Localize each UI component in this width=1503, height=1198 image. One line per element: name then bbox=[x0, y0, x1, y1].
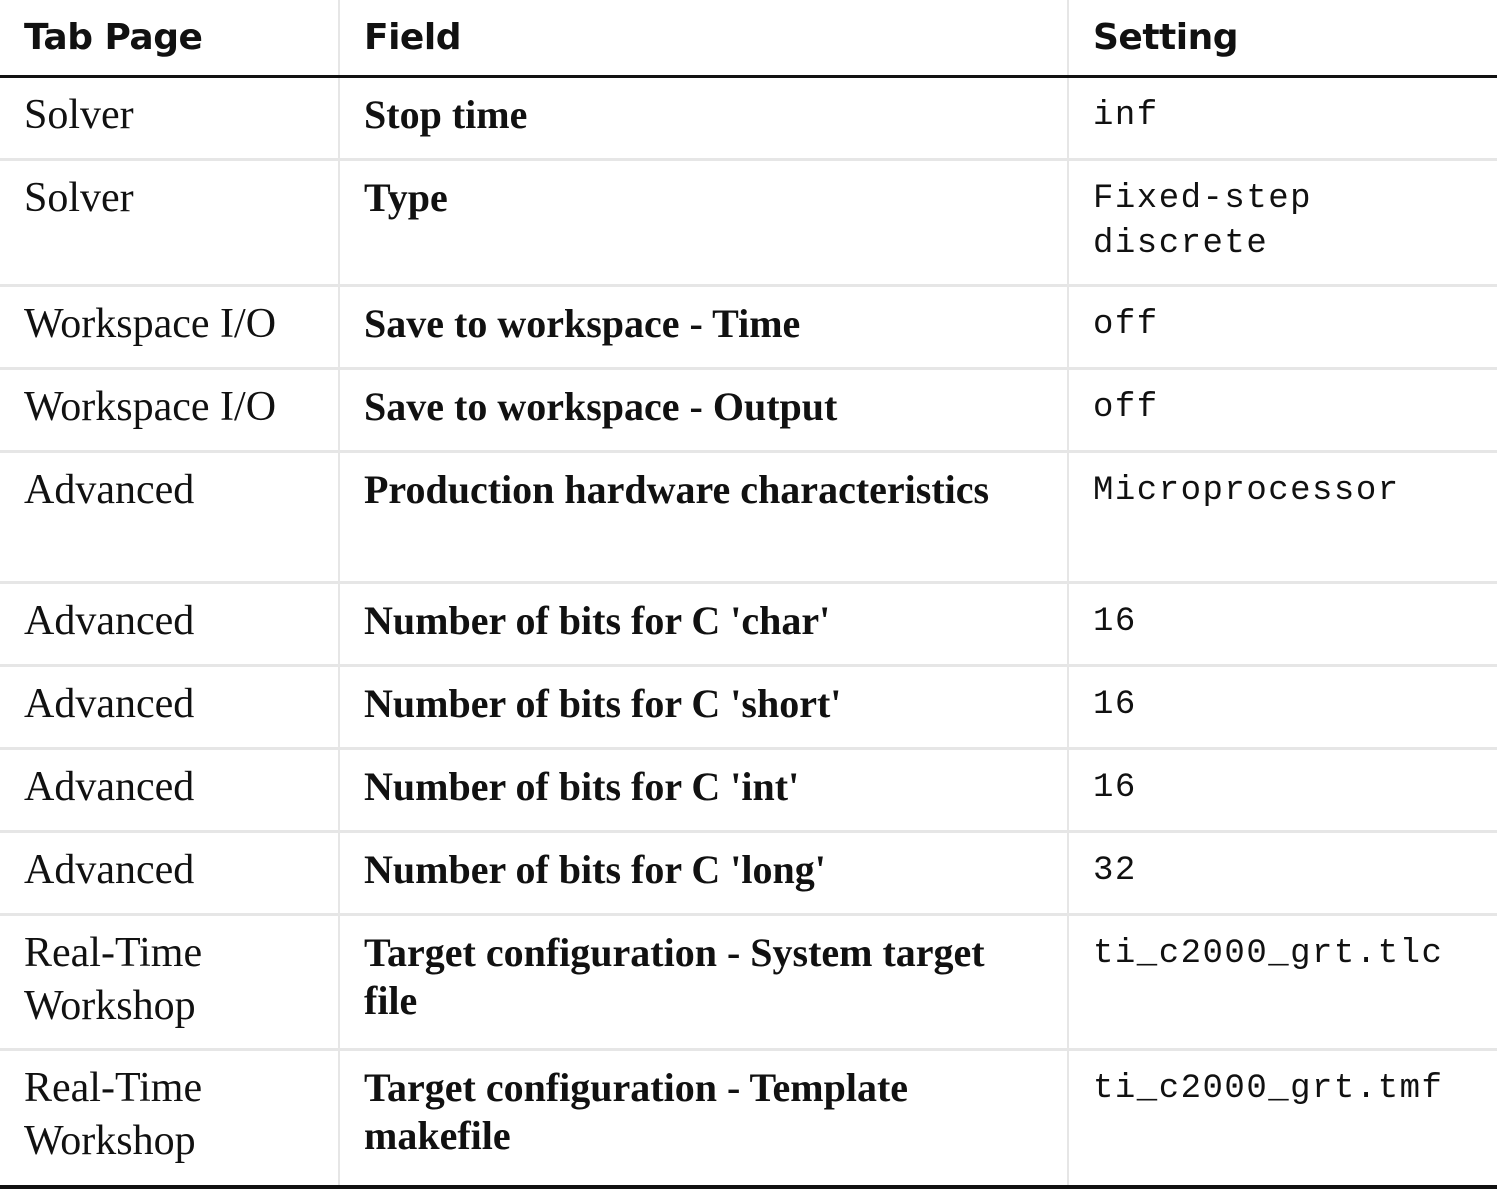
setting-cell: 16 bbox=[1068, 582, 1497, 665]
setting-cell: off bbox=[1068, 368, 1497, 451]
field-cell: Save to workspace - Time bbox=[339, 285, 1068, 368]
tab-page-cell: Advanced bbox=[0, 831, 339, 914]
tab-page-cell: Real-Time Workshop bbox=[0, 914, 339, 1049]
setting-cell: 32 bbox=[1068, 831, 1497, 914]
table-row bbox=[0, 368, 1497, 451]
table-body bbox=[0, 76, 1497, 1187]
table-row bbox=[0, 831, 1497, 914]
tab-page-cell: Advanced bbox=[0, 451, 339, 582]
tab-page-cell: Advanced bbox=[0, 748, 339, 831]
setting-cell: ti_c2000_grt.tmf bbox=[1068, 1049, 1497, 1187]
table-row bbox=[0, 582, 1497, 665]
table-row bbox=[0, 748, 1497, 831]
table-row bbox=[0, 285, 1497, 368]
field-cell: Number of bits for C 'char' bbox=[339, 582, 1068, 665]
field-cell: Number of bits for C 'short' bbox=[339, 665, 1068, 748]
table-row bbox=[0, 451, 1497, 582]
tab-page-cell: Advanced bbox=[0, 582, 339, 665]
field-cell: Type bbox=[339, 159, 1068, 285]
table-row bbox=[0, 76, 1497, 159]
field-cell: Target configuration - System target file bbox=[339, 914, 1068, 1049]
setting-cell: 16 bbox=[1068, 748, 1497, 831]
field-cell: Target configuration - Template makefile bbox=[339, 1049, 1068, 1187]
field-cell: Production hardware characteristics bbox=[339, 451, 1068, 582]
setting-cell: off bbox=[1068, 285, 1497, 368]
table-header bbox=[0, 0, 1497, 76]
tab-page-cell: Workspace I/O bbox=[0, 368, 339, 451]
header-tab-page: Tab Page bbox=[0, 0, 339, 76]
setting-cell: inf bbox=[1068, 76, 1497, 159]
setting-cell: Microprocessor bbox=[1068, 451, 1497, 582]
tab-page-cell: Workspace I/O bbox=[0, 285, 339, 368]
tab-page-cell: Advanced bbox=[0, 665, 339, 748]
table-row bbox=[0, 159, 1497, 285]
tab-page-cell: Solver bbox=[0, 159, 339, 285]
header-field: Field bbox=[339, 0, 1068, 76]
field-cell: Stop time bbox=[339, 76, 1068, 159]
setting-cell: ti_c2000_grt.tlc bbox=[1068, 914, 1497, 1049]
tab-page-cell: Real-Time Workshop bbox=[0, 1049, 339, 1187]
setting-cell: 16 bbox=[1068, 665, 1497, 748]
header-setting: Setting bbox=[1068, 0, 1497, 76]
setting-cell: Fixed-step discrete bbox=[1068, 159, 1497, 285]
table-row bbox=[0, 665, 1497, 748]
table-row bbox=[0, 914, 1497, 1049]
field-cell: Number of bits for C 'int' bbox=[339, 748, 1068, 831]
table-row bbox=[0, 1049, 1497, 1187]
tab-page-cell: Solver bbox=[24, 91, 134, 138]
header-row bbox=[0, 0, 1497, 76]
field-cell: Save to workspace - Output bbox=[339, 368, 1068, 451]
field-cell: Number of bits for C 'long' bbox=[339, 831, 1068, 914]
